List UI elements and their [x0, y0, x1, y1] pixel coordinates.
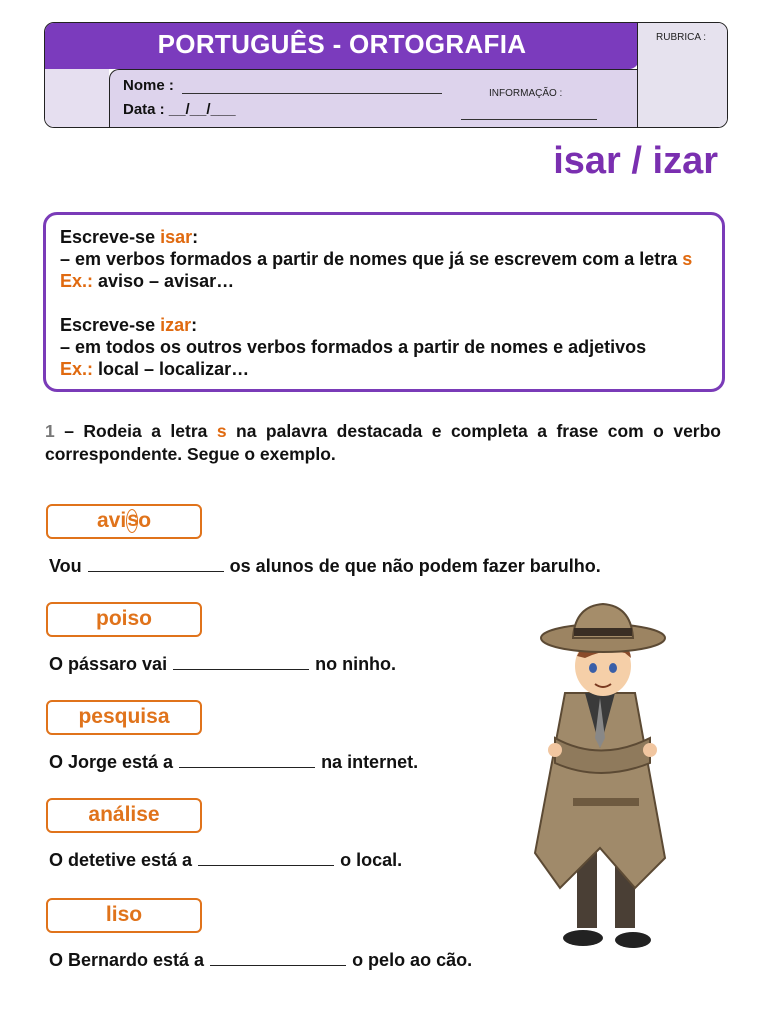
sentence-2-before: O pássaro vai [49, 654, 168, 674]
rule-2-example-label: Ex.: [60, 359, 94, 379]
rubrica-label: RUBRICA : [656, 32, 707, 43]
word-box-analise[interactable]: análise [46, 798, 202, 833]
answer-blank-1[interactable] [88, 557, 224, 572]
header-left-cell [45, 69, 109, 127]
sentence-2 [49, 654, 396, 675]
rule-1-colon: : [192, 227, 199, 247]
header-title: PORTUGUÊS - ORTOGRAFIA [157, 29, 527, 59]
nome-field[interactable] [123, 77, 442, 94]
rubrica-cell[interactable] [637, 22, 728, 128]
rule-2-heading [60, 315, 197, 336]
sentence-3-after: na internet. [321, 752, 419, 772]
rule-2-example-text: local – localizar… [93, 359, 250, 379]
sentence-1 [49, 556, 601, 577]
sentence-5 [49, 950, 472, 971]
rule-2-suffix: izar [160, 315, 192, 335]
circled-letter: s [127, 508, 139, 532]
data-label: Data : [123, 101, 165, 118]
rule-1-heading [60, 227, 198, 248]
data-blank[interactable]: __/__/___ [168, 101, 236, 118]
exercise-instruction [45, 420, 721, 466]
word-box-pesquisa[interactable]: pesquisa [46, 700, 202, 735]
example-word-before: avi [96, 509, 127, 532]
rule-1-prefix: Escreve-se [60, 227, 161, 247]
rule-1-suffix: isar [160, 227, 193, 247]
nome-line[interactable] [182, 93, 442, 94]
sentence-3-before: O Jorge está a [49, 752, 174, 772]
sentence-4 [49, 850, 402, 871]
instruction-letter: s [216, 421, 227, 441]
rule-1-highlight-letter: s [682, 249, 693, 269]
answer-blank-4[interactable] [198, 851, 334, 866]
detective-illustration [515, 598, 685, 958]
sentence-3 [49, 752, 418, 773]
rule-1-example-label: Ex.: [60, 271, 94, 291]
nome-label: Nome : [123, 77, 174, 94]
rule-1-description [60, 249, 692, 270]
rule-1-example-text: aviso – avisar… [93, 271, 235, 291]
answer-blank-3[interactable] [179, 753, 315, 768]
rule-1-description-text: – em verbos formados a partir de nomes que já se escrevem com a letra [60, 249, 683, 269]
word-box-poiso[interactable]: poiso [46, 602, 202, 637]
rule-1-example [60, 271, 234, 292]
rule-box [43, 212, 725, 392]
info-label: INFORMAÇÃO : [489, 88, 563, 99]
info-line[interactable] [461, 119, 597, 120]
rule-2-description-text: – em todos os outros verbos formados a partir de nomes e adjetivos [60, 337, 647, 357]
sentence-1-before: Vou [49, 556, 82, 576]
sentence-4-after: o local. [340, 850, 403, 870]
exercise-number: 1 [45, 421, 55, 441]
rule-2-prefix: Escreve-se [60, 315, 161, 335]
answer-blank-2[interactable] [173, 655, 309, 670]
rule-2-colon: : [191, 315, 198, 335]
data-field[interactable] [123, 101, 236, 118]
sentence-2-after: no ninho. [315, 654, 397, 674]
word-box-aviso[interactable] [46, 504, 202, 539]
instruction-text-after: na palavra destacada e completa a frase com o verbo correspondente. Segue o exemplo. [45, 421, 721, 464]
worksheet-header [44, 22, 728, 128]
sentence-5-before: O Bernardo está a [49, 950, 205, 970]
instruction-text-before: – Rodeia a letra [54, 421, 217, 441]
example-word-after: o [138, 509, 152, 532]
rule-2-description [60, 337, 646, 358]
sentence-4-before: O detetive está a [49, 850, 193, 870]
topic-title: isar / izar [553, 140, 718, 182]
sentence-1-after: os alunos de que não podem fazer barulho. [229, 556, 601, 576]
sentence-5-after: o pelo ao cão. [352, 950, 473, 970]
answer-blank-5[interactable] [210, 951, 346, 966]
word-box-liso[interactable]: liso [46, 898, 202, 933]
rule-2-example [60, 359, 249, 380]
